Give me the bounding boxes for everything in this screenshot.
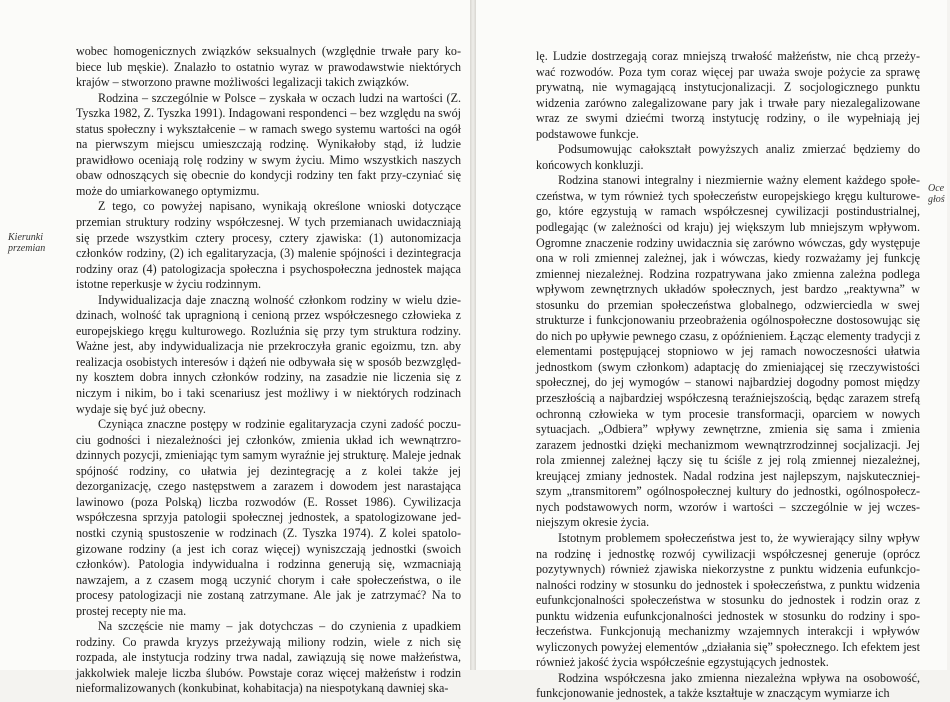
right-page: [476, 0, 947, 701]
paragraph: wobec homogenicznych związków seksualnych (względnie trwałe pary ko-biece lub męskie). Znalazło to ostatnio wyraz w prawodawstwie niektórych krajów – stworzono prawne możliwości legalizacji takich związków.: [76, 44, 461, 90]
margin-note-line: przemian: [8, 243, 46, 254]
left-margin-note: [8, 232, 66, 254]
paragraph: Na szczęście nie mamy – jak dotychczas – do czynienia z upadkiem rodziny. Co prawda kryzys przeżywają miliony rodzin, wiele z nich się rozpada, ale instytucja rodziny trwa nadal, zawiązują się nowe małżeństwa, jakkolwiek maleje liczba ślubów. Powstaje coraz więcej małżeństw i rodzin nieformalizowanych (konkubinat, kohabitacja) na niespotykaną dawniej ska-: [76, 619, 461, 696]
paragraph: Rodzina współczesna jako zmienna niezależna wpływa na osobowość, funkcjonowanie jednostek, a także kształtuje w znaczącym wymiarze ich: [536, 670, 920, 701]
paragraph: Czyniąca znaczne postępy w rodzinie egalitaryzacja czyni zadość poczu-ciu godności i niezależności jej członków, zmienia układ ich wewnątrzro-dzinnych pozycji, zmieniając tym samym wyraźnie jej strukturę. Maleje jednak spójność rodziny, co ułatwia jej dezintegrację a z kolei także jej dezorganizację, czego następstwem a zarazem i dowodem jest narastająca lawinowo (poza Polską) liczba rozwodów (E. Rosset 1986). Cywilizacja współczesna sprzyja patologii społecznej jednostek, a spatologizowane jed-nostki czynią spustoszenie w rodzinach (Z. Tyszka 1974). Z kolei spatolo-gizowane rodziny (a jest ich coraz więcej) wyniszczają jednostki (swoich członków). Patologia indywidualna i rodzinna generują się, wzmacniają nawzajem, a z czasem mogą uczynić chorym i całe społeczeństwa, o ile procesy patologizacji nie zostaną zatrzymane. Ale jak je zatrzymać? Na to prostej recepty nie ma.: [76, 417, 461, 618]
left-page: [0, 0, 470, 696]
paragraph: Podsumowując całokształt powyższych analiz zmierzać będziemy do końcowych konkluzji.: [536, 142, 920, 172]
paragraph: Istotnym problemem społeczeństwa jest to, że wywierający silny wpływ na rodzinę i jednostkę rozwój cywilizacji współczesnej generuje (oprócz pozytywnych) również zjawiska niekorzystne z punktu widzenia eufunkcjo-nalności rodziny w stosunku do jednostek i społeczeństwa, z punktu widzenia eufunkcjonalności społeczeństwa w stosunku do jednostek i rodzin oraz z punktu widzenia eufunkcjonalności jednostek w stosunku do rodziny i spo-łeczeństwa. Funkcjonują mechanizmy wzajemnych interakcji i wpływów wyliczonych powyżej elementów „działania się” społecznego. Ich efektem jest również jakość życia współcześnie egzystujących jednostek.: [536, 530, 920, 670]
paragraph: Rodzina stanowi integralny i niezmiernie ważny element każdego społe-czeństwa, w tym również tych społeczeństw europejskiego kręgu kulturowe-go, które egzystują w ramach współczesnej cywilizacji postindustrialnej, podlegając (w zależności od kraju) jej większym lub mniejszym wpływom. Ogromne znaczenie rodziny uwidacznia się zarówno wówczas, gdy występuje ona w roli zmiennej zależnej, jak i wówczas, kiedy rozważamy jej funkcję zmiennej niezależnej. Rodzina rozpatrywana jako zmienna zależna podlega wpływom zewnętrznych układów społecznych, jest bardzo „reaktywna” w stosunku do przemian społeczeństwa globalnego, odzwierciedla w swej strukturze i funkcjonowaniu przeobrażenia ogólnospołeczne dostosowując się do nich po upływie pewnego czasu, z opóźnieniem. Łącząc elementy tradycji z elementami postępującej stopniowo w jej ramach nowoczesności ułatwia jednostkom (swym członkom) adaptację do zmieniającej się rzeczywistości społecznej, do jej wymogów – stanowi najbardziej dogodny pomost między przeszłością a najbardziej współczesną teraźniejszością, będąc zarazem strefą ochronną człowieka w tym procesie transformacji, oparciem w nowych sytuacjach. „Odbiera” wpływy zewnętrzne, zmienia się sama i zmienia zarazem jednostki dzięki mechanizmom wewnątrzrodzinnej socjalizacji. Jej rola zmiennej zależnej łączy się tu ściśle z jej rolą zmiennej niezależnej, kreującej zmiany jednostek. Nadal rodzina jest najlepszym, najskuteczniej-szym „transmitorem” ogólnospołecznej kultury do jednostki, ogólnospołecz-nych podstawowych norm, wzorów i wartości – szczególnie w jej wczes-niejszym okresie życia.: [536, 173, 920, 530]
left-text-column: [76, 44, 461, 697]
margin-note-line: Oce: [928, 183, 945, 194]
right-margin-note: [928, 183, 950, 205]
paragraph: lę. Ludzie dostrzegają coraz mniejszą trwałość małżeństw, nie chcą przeży-wać rozwodów. Poza tym coraz więcej par uważa swoje pożycie za sprawę prywatną, nie wymagającą instytucjonalizacji. Z socjologicznego punktu widzenia zarówno zalegalizowane pary jak i trwałe pary niezalegalizowane wraz ze swymi dziećmi tworzą instytucję rodziny, o ile wypełniają jej podstawowe funkcje.: [536, 49, 920, 141]
paragraph: Z tego, co powyżej napisano, wynikają określone wnioski dotyczące przemian struktury rodziny współczesnej. W tych przemianach uwidaczniają się przede wszystkim cztery procesy, cztery zjawiska: (1) autonomizacja członków rodziny, (2) ich egalitaryzacja, (3) malenie spójności i dezintegracja rodziny oraz (4) patologizacja społeczna i psychospołeczna jednostek mająca istotne reperkusje w życiu rodzinnym.: [76, 199, 461, 292]
paragraph: Rodzina – szczególnie w Polsce – zyskała w oczach ludzi na wartości (Z. Tyszka 1982, Z. Tyszka 1991). Indagowani respondenci – bez względu na swój status społeczny i wykształcenie – w ramach swego systemu wartości na ogół na pierwszym miejscu umieszczają rodzinę. Wynikałoby stąd, iż ludzie prawidłowo oceniają rolę rodziny w swym życiu. Mimo wszystkich naszych obaw odnoszących się obecnie do kondycji rodziny ten fakt przy-czyniać się może do umiarkowanego optymizmu.: [76, 90, 461, 198]
right-text-column: [536, 49, 920, 702]
margin-note-line: Kierunki: [8, 232, 43, 243]
margin-note-line: głoś: [928, 194, 945, 205]
paragraph: Indywidualizacja daje znaczną wolność członkom rodziny w wielu dzie-dzinach, wolność tak upragnioną i cenioną przez współczesnego człowieka z europejskiego kręgu kulturowego. Rozluźnia się przy tym struktura rodziny. Ważne jest, aby indywidualizacja nie przekroczyła granic egoizmu, tzn. aby realizacja osobistych interesów i dążeń nie odbywała się w sposób bezwzględ-ny kosztem dobra innych członków rodziny, na zasadzie nie liczenia się z niczym i nikim, bo i taki scenariusz jest możliwy i w niektórych rodzinach wydaje się być już obecny.: [76, 292, 461, 416]
